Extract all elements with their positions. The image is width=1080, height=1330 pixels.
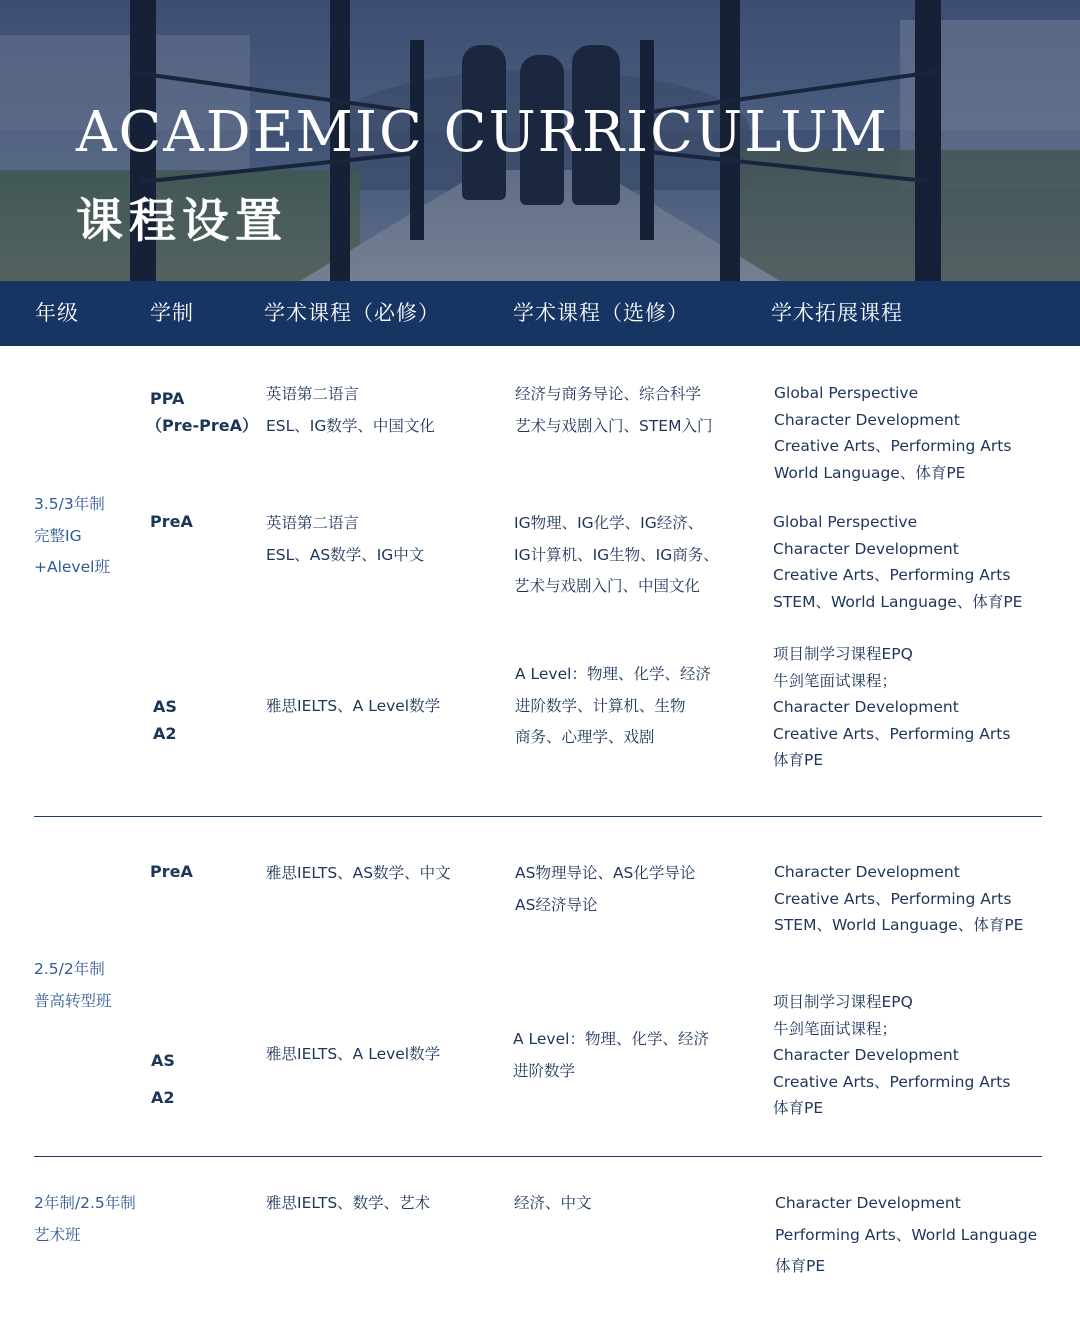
required-courses [266,691,440,723]
course-line: Creative Arts、Performing Arts [774,437,1012,455]
track-label [151,1042,175,1116]
required-courses [266,1188,430,1220]
grade-label [34,1188,136,1251]
course-line: STEM、World Language、体育PE [773,592,1023,611]
course-line: IG物理、IG化学、IG经济、 [514,514,704,532]
extension-courses [773,641,1010,774]
course-line: 体育PE [773,751,824,769]
elective-courses [515,858,695,921]
grade-line: 2.5/2年制 [34,960,105,978]
course-line: A Level：物理、化学、经济 [513,1030,709,1048]
course-line: 雅思IELTS、A Level数学 [266,1045,441,1063]
grade-line: 完整IG [34,526,82,545]
course-line: Creative Arts、Performing Arts [773,724,1011,743]
column-header-grade: 年级 [35,301,79,325]
course-line: A Level：物理、化学、经济 [515,665,711,683]
course-line: Character Development [774,863,960,881]
section-divider [34,816,1042,817]
course-line: AS物理导论、AS化学导论 [515,864,696,882]
course-line: Character Development [773,1046,959,1064]
required-courses [266,508,424,571]
track-line: A2 [153,723,177,743]
column-header-elective: 学术课程（选修） [513,301,689,325]
extension-courses [773,509,1022,615]
track-line: A2 [151,1088,175,1107]
track-line: PreA [150,862,193,881]
course-line: Character Development [773,698,959,716]
elective-courses [514,508,719,603]
track-line: PreA [150,512,193,531]
course-line: 艺术与戏剧入门、STEM入门 [515,416,713,435]
course-line: Character Development [773,539,959,558]
table-header [0,281,1080,346]
course-line: AS经济导论 [515,895,598,914]
course-line: 雅思IELTS、AS数学、中文 [266,864,451,882]
course-line: STEM、World Language、体育PE [774,916,1024,934]
track-label [150,859,193,886]
section-divider [34,1156,1042,1157]
course-line: 牛剑笔面试课程； [773,1019,898,1038]
course-line: 经济与商务导论、综合科学 [515,385,702,403]
track-label [153,694,177,747]
course-line: 英语第二语言 [266,514,360,532]
required-courses [266,379,435,442]
course-line: 进阶数学 [513,1061,576,1080]
course-line: 雅思IELTS、数学、艺术 [266,1194,431,1212]
grade-line: 艺术班 [34,1225,81,1244]
course-line: 英语第二语言 [266,385,360,403]
course-line: Creative Arts、Performing Arts [773,566,1011,584]
course-line: 商务、心理学、戏剧 [515,728,655,746]
course-line: 经济、中文 [514,1194,592,1212]
grade-label [34,489,110,584]
course-line: ESL、AS数学、IG中文 [266,545,425,564]
hero-banner [0,0,1080,281]
course-line: 体育PE [775,1257,826,1275]
track-label [146,386,258,439]
required-courses [266,1039,440,1071]
track-line: （Pre-PreA） [146,415,258,435]
course-line: Global Perspective [774,384,919,402]
course-line: 体育PE [773,1099,824,1117]
track-line: PPA [150,389,185,408]
banner-title-cn: 课程设置 [76,194,288,249]
banner-title-en: ACADEMIC CURRICULUM [76,100,889,165]
grade-line: 3.5/3年制 [34,495,105,513]
extension-courses [774,380,1011,486]
course-line: 艺术与戏剧入门、中国文化 [514,577,701,595]
column-header-extension: 学术拓展课程 [771,301,903,325]
course-line: World Language、体育PE [774,463,966,482]
elective-courses [513,1024,709,1087]
column-header-required: 学术课程（必修） [264,301,440,325]
required-courses [266,858,451,890]
course-line: Performing Arts、World Language [775,1225,1038,1244]
course-line: 项目制学习课程EPQ [773,645,913,663]
track-line: AS [151,1051,175,1070]
course-line: IG计算机、IG生物、IG商务、 [514,545,719,564]
course-line: 雅思IELTS、A Level数学 [266,697,441,715]
grade-label [34,954,112,1017]
course-line: 项目制学习课程EPQ [773,993,913,1011]
grade-line: +Alevel班 [34,558,110,576]
extension-courses [775,1188,1037,1283]
course-line: Character Development [774,410,960,429]
elective-courses [515,379,712,442]
elective-courses [514,1188,592,1220]
track-label [150,509,193,536]
course-line: ESL、IG数学、中国文化 [266,416,435,435]
course-line: 进阶数学、计算机、生物 [515,696,686,715]
elective-courses [515,659,711,754]
course-line: Character Development [775,1194,961,1212]
course-line: Global Perspective [773,513,918,531]
extension-courses [774,859,1023,939]
column-header-track: 学制 [150,301,194,325]
extension-courses [773,989,1010,1122]
course-line: Creative Arts、Performing Arts [773,1072,1011,1091]
track-line: AS [153,697,177,716]
course-line: Creative Arts、Performing Arts [774,889,1012,908]
course-line: 牛剑笔面试课程； [773,671,898,690]
grade-line: 2年制/2.5年制 [34,1194,136,1212]
grade-line: 普高转型班 [34,991,112,1010]
